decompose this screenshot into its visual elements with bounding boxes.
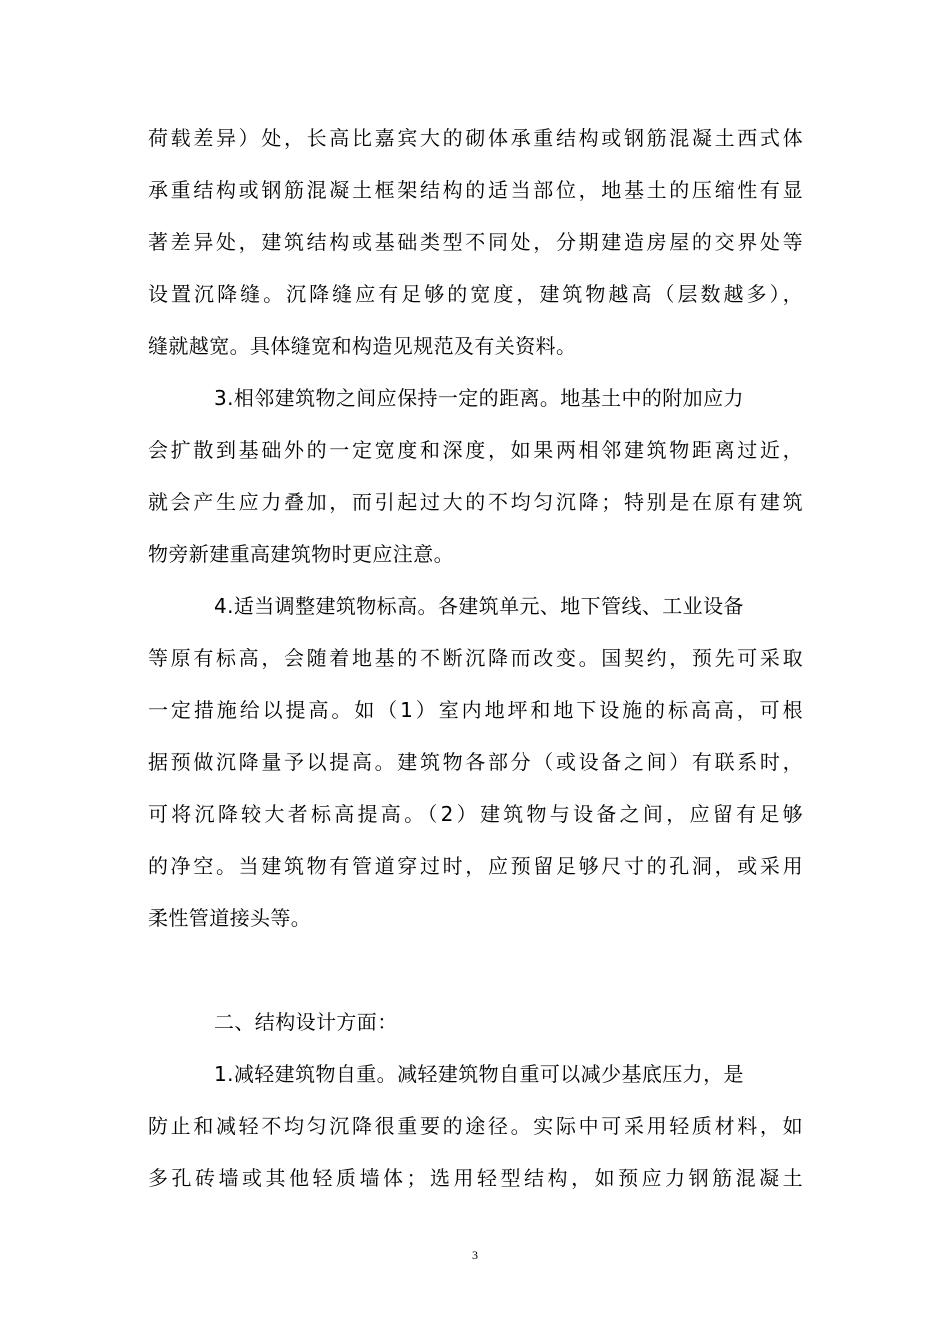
text-line: 可将沉降较大者标高提高。（2）建筑物与设备之间，应留有足够 — [148, 802, 803, 826]
paragraph-start-line: 3.相邻建筑物之间应保持一定的距离。地基土中的附加应力 — [214, 386, 744, 410]
text-line: 荷载差异）处，长高比嘉宾大的砌体承重结构或钢筋混凝土西式体 — [148, 126, 803, 150]
blank-line — [148, 944, 803, 996]
text-line: 防止和减轻不均匀沉降很重要的途径。实际中可采用轻质材料，如 — [148, 1114, 803, 1138]
text-line: 多孔砖墙或其他轻质墙体；选用轻型结构，如预应力钢筋混凝土 — [148, 1166, 803, 1190]
page-number: 3 — [472, 1248, 478, 1262]
section-heading: 二、结构设计方面： — [214, 1010, 398, 1034]
paragraph-start-line: 4.适当调整建筑物标高。各建筑单元、地下管线、工业设备 — [214, 594, 744, 618]
text-line: 就会产生应力叠加，而引起过大的不均匀沉降；特别是在原有建筑 — [148, 490, 803, 514]
text-line: 柔性管道接头等。 — [148, 906, 312, 930]
text-line: 会扩散到基础外的一定宽度和深度，如果两相邻建筑物距离过近， — [148, 438, 803, 462]
text-line: 一定措施给以提高。如（1）室内地坪和地下设施的标高高，可根 — [148, 698, 803, 722]
text-line: 缝就越宽。具体缝宽和构造见规范及有关资料。 — [148, 334, 577, 358]
text-line: 设置沉降缝。沉降缝应有足够的宽度，建筑物越高（层数越多）， — [148, 282, 803, 306]
text-line: 的净空。当建筑物有管道穿过时，应预留足够尺寸的孔洞，或采用 — [148, 854, 803, 878]
text-line: 等原有标高，会随着地基的不断沉降而改变。国契约，预先可采取 — [148, 646, 803, 670]
text-line: 著差异处，建筑结构或基础类型不同处，分期建造房屋的交界处等 — [148, 230, 803, 254]
paragraph-start-line: 1.减轻建筑物自重。减轻建筑物自重可以减少基底压力，是 — [214, 1062, 744, 1086]
text-line: 承重结构或钢筋混凝土框架结构的适当部位，地基土的压缩性有显 — [148, 178, 803, 202]
text-line: 物旁新建重高建筑物时更应注意。 — [148, 542, 454, 566]
text-line: 据预做沉降量予以提高。建筑物各部分（或设备之间）有联系时， — [148, 750, 803, 774]
document-body — [148, 112, 803, 1204]
